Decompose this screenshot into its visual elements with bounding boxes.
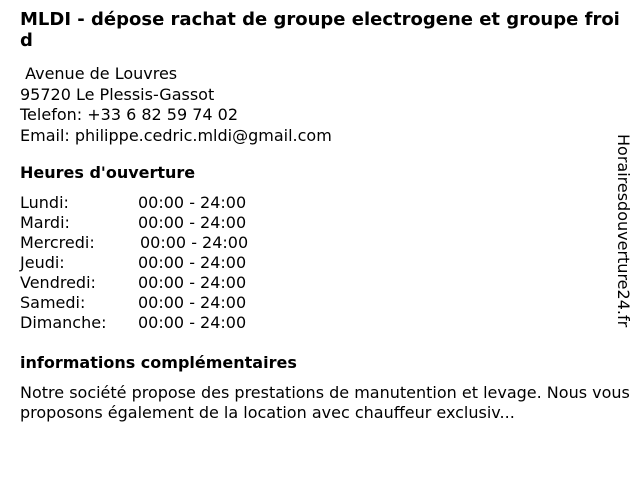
- address-city: 95720 Le Plessis-Gassot: [20, 84, 215, 104]
- time-range: 00:00 - 24:00: [138, 213, 247, 232]
- day-label: Samedi:: [20, 293, 86, 312]
- email-address: Email: philippe.cedric.mldi@gmail.com: [20, 125, 332, 145]
- day-label: Lundi:: [20, 193, 69, 212]
- hours-row-tuesday: [20, 213, 280, 233]
- time-range: 00:00 - 24:00: [140, 233, 249, 252]
- day-label: Mardi:: [20, 213, 70, 232]
- hours-row-wednesday: [20, 233, 280, 253]
- hours-row-friday: [20, 273, 280, 293]
- additional-info-text: Notre société propose des prestations de manutention et levage. Nous vous proposons également de la location avec chauffeur exclusiv...: [20, 383, 630, 422]
- time-range: 00:00 - 24:00: [138, 293, 247, 312]
- time-range: 00:00 - 24:00: [138, 193, 247, 212]
- day-label: Vendredi:: [20, 273, 96, 292]
- hours-row-monday: [20, 193, 280, 213]
- opening-hours-heading: Heures d'ouverture: [20, 163, 196, 182]
- contact-block: [20, 64, 332, 146]
- day-label: Dimanche:: [20, 313, 107, 332]
- time-range: 00:00 - 24:00: [138, 253, 247, 272]
- day-label: Mercredi:: [20, 233, 95, 252]
- time-range: 00:00 - 24:00: [138, 273, 247, 292]
- site-watermark: Horairesdouverture24.fr: [614, 134, 633, 328]
- day-label: Jeudi:: [20, 253, 65, 272]
- additional-info-heading: informations complémentaires: [20, 353, 297, 372]
- address-street: Avenue de Louvres: [20, 64, 178, 83]
- hours-row-thursday: [20, 253, 280, 273]
- hours-row-saturday: [20, 293, 280, 313]
- opening-hours-table: [20, 193, 280, 333]
- business-title: MLDI - dépose rachat de groupe electrogene et groupe froid: [20, 9, 620, 51]
- phone-number: Telefon: +33 6 82 59 74 02: [20, 105, 239, 124]
- time-range: 00:00 - 24:00: [138, 313, 247, 332]
- hours-row-sunday: [20, 313, 280, 333]
